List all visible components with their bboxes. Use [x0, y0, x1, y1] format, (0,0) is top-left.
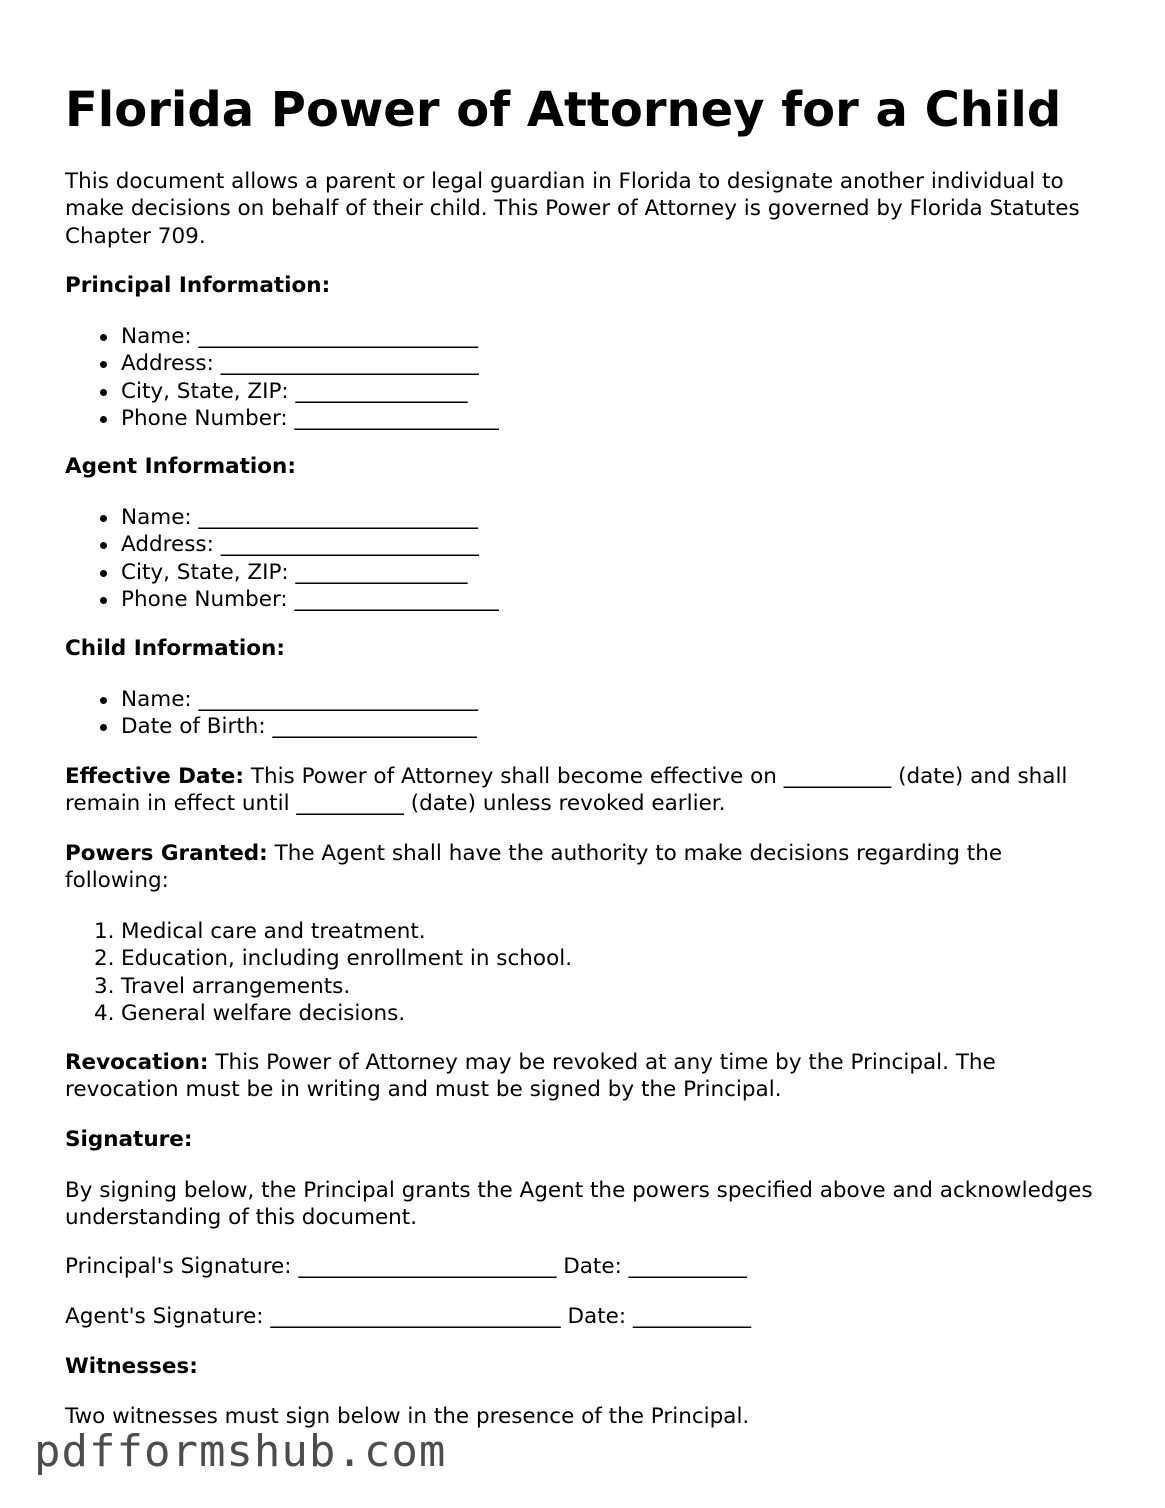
revocation-label: Revocation:	[65, 1050, 209, 1075]
effective-date-text: This Power of Attorney shall become effective on __________ (date) and shall remain in effect until __________ (date) unless revoked earlier.	[65, 764, 1068, 817]
power-item: 1. Medical care and treatment.	[94, 919, 426, 944]
principal-signature-line: Principal's Signature: ________________________ Date: ___________	[65, 1254, 747, 1279]
child-fields	[65, 686, 1095, 741]
agent-heading: Agent Information:	[65, 454, 296, 479]
agent-address-field: Address: ________________________	[65, 531, 1095, 558]
watermark-text: pdfformshub.com	[34, 1426, 447, 1477]
principal-name-field: Name: __________________________	[65, 323, 1095, 350]
agent-fields	[65, 504, 1095, 613]
revocation-text: This Power of Attorney may be revoked at any time by the Principal. The revocation must be in writing and must be signed by the Principal.	[65, 1050, 996, 1103]
signature-paragraph: By signing below, the Principal grants the Agent the powers specified above and acknowledges understanding of this document.	[65, 1178, 1093, 1231]
principal-phone-field: Phone Number: ___________________	[65, 405, 1095, 432]
child-dob-field: Date of Birth: ___________________	[65, 713, 1095, 740]
agent-name-field: Name: __________________________	[65, 504, 1095, 531]
principal-heading: Principal Information:	[65, 273, 331, 298]
document-title: Florida Power of Attorney for a Child	[65, 82, 1062, 138]
powers-label: Powers Granted:	[65, 841, 268, 866]
powers-paragraph	[65, 840, 1095, 895]
revocation-paragraph	[65, 1049, 1095, 1104]
child-heading: Child Information:	[65, 636, 285, 661]
agent-city-field: City, State, ZIP: ________________	[65, 559, 1095, 586]
effective-date-paragraph	[65, 763, 1095, 818]
powers-list	[65, 918, 1095, 1027]
principal-address-field: Address: ________________________	[65, 350, 1095, 377]
witnesses-heading: Witnesses:	[65, 1354, 198, 1379]
child-name-field: Name: __________________________	[65, 686, 1095, 713]
principal-fields	[65, 323, 1095, 432]
intro-paragraph: This document allows a parent or legal guardian in Florida to designate another individual to make decisions on behalf of their child. This Power of Attorney is governed by Florida Statutes Chapter 709.	[65, 169, 1080, 249]
power-item: 4. General welfare decisions.	[94, 1000, 406, 1026]
agent-signature-line: Agent's Signature: ___________________________ Date: ___________	[65, 1304, 752, 1329]
principal-city-field: City, State, ZIP: ________________	[65, 378, 1095, 405]
effective-date-label: Effective Date:	[65, 764, 244, 789]
power-item: 3. Travel arrangements.	[94, 973, 351, 999]
witnesses-paragraph: Two witnesses must sign below in the presence of the Principal.	[65, 1404, 750, 1429]
powers-text: The Agent shall have the authority to make decisions regarding the following:	[65, 841, 1003, 894]
power-item: 2. Education, including enrollment in school.	[94, 946, 573, 972]
signature-heading: Signature:	[65, 1127, 193, 1152]
agent-phone-field: Phone Number: ___________________	[65, 586, 1095, 613]
